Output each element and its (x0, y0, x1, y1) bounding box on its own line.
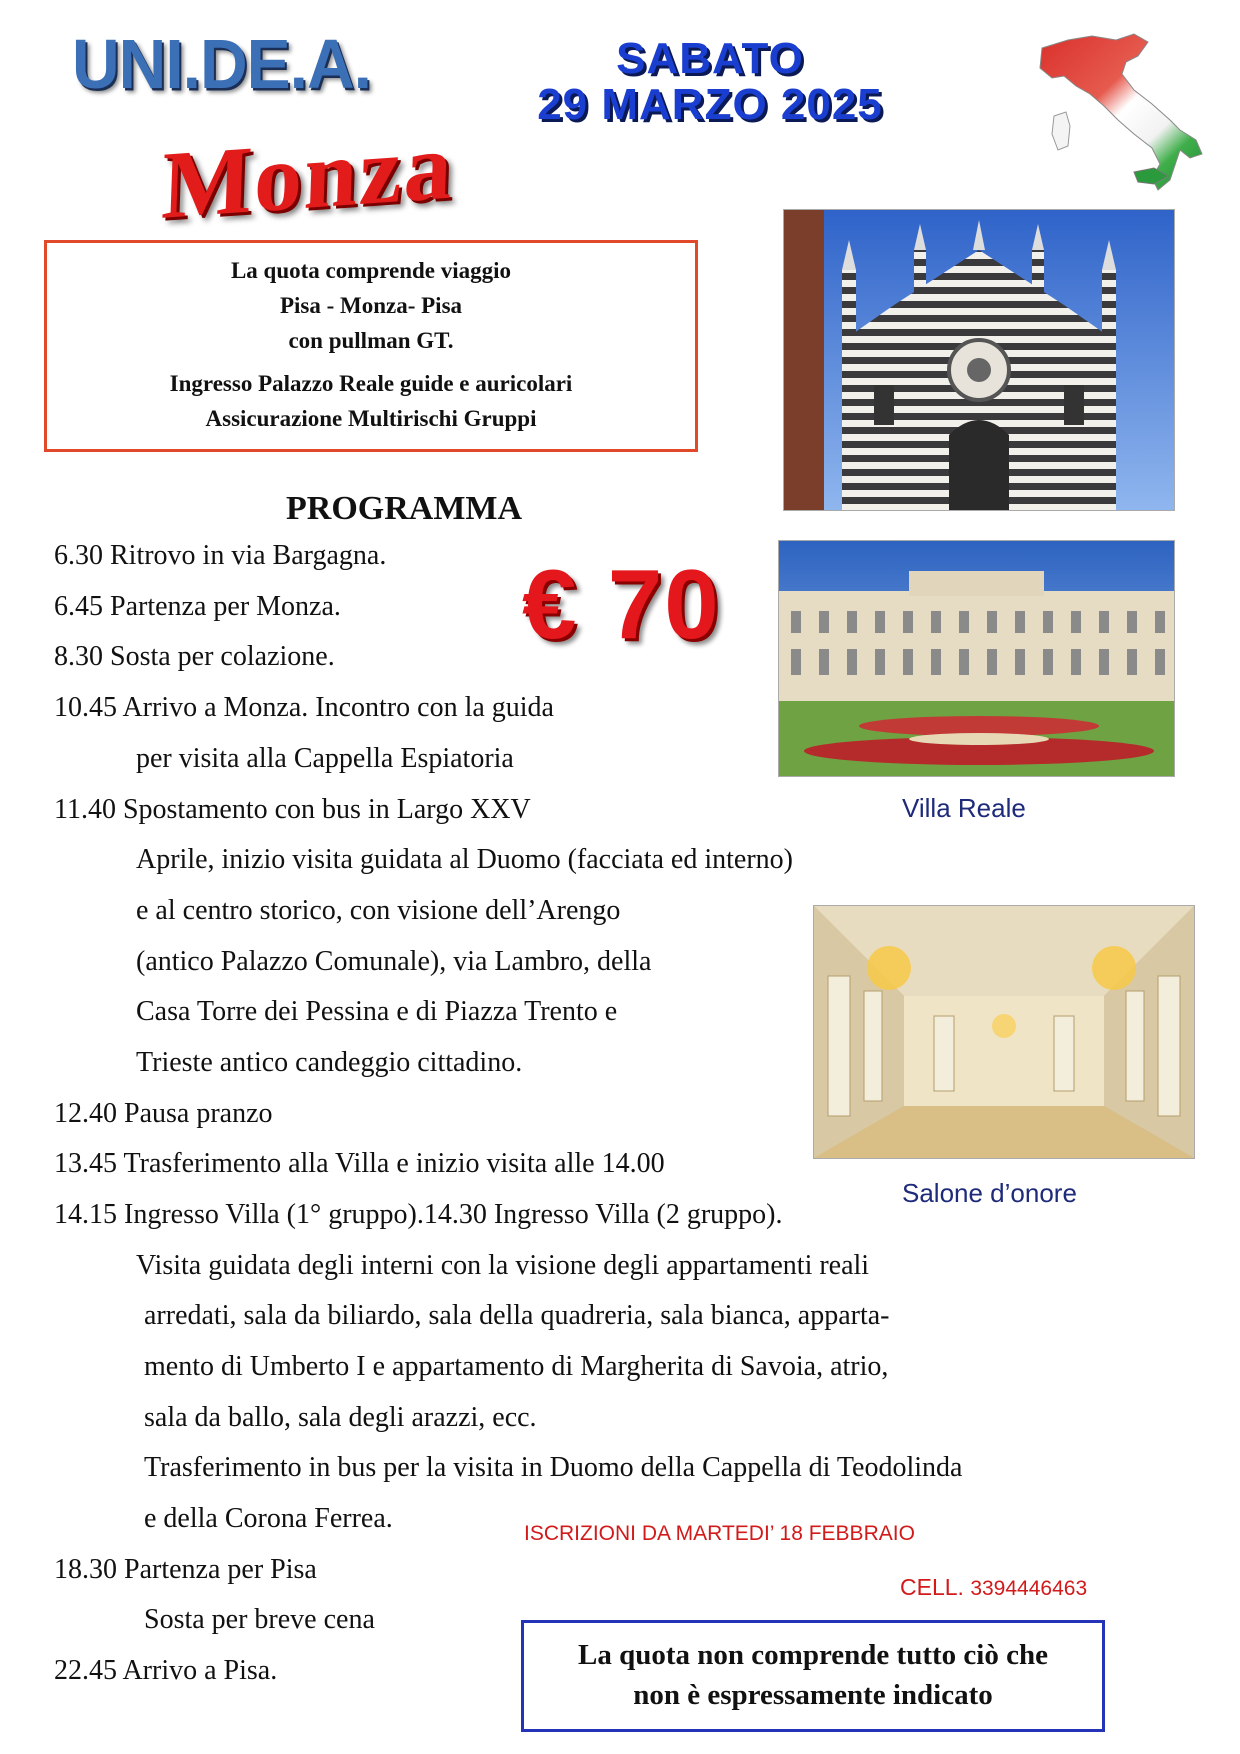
included-services-box (44, 240, 698, 452)
villa-reale-photo (778, 540, 1175, 777)
program-line: 18.30 Partenza per Pisa (54, 1554, 317, 1585)
program-line: 6.30 Ritrovo in via Bargagna. (54, 540, 387, 571)
program-line: sala da ballo, sala degli arazzi, ecc. (144, 1402, 537, 1433)
program-line: per visita alla Cappella Espiatoria (136, 743, 514, 774)
program-line: 13.45 Trasferimento alla Villa e inizio visita alle 14.00 (54, 1148, 665, 1179)
event-day: SABATO (616, 34, 804, 83)
program-line: arredati, sala da biliardo, sala della quadreria, sala bianca, apparta- (144, 1300, 890, 1331)
program-line: Aprile, inizio visita guidata al Duomo (facciata ed interno) (136, 844, 793, 875)
included-line: Pisa - Monza- Pisa (279, 293, 463, 318)
included-line: Ingresso Palazzo Reale guide e auricolari (169, 371, 573, 396)
organization-name: UNI.DE.A. (72, 25, 372, 103)
program-line: 22.45 Arrivo a Pisa. (54, 1655, 278, 1686)
program-line: Sosta per breve cena (144, 1604, 375, 1635)
salone-donore-photo (813, 905, 1195, 1159)
not-included-line: La quota non comprende tutto ciò che (578, 1639, 1048, 1671)
program-line: Visita guidata degli interni con la visione degli appartamenti reali (136, 1250, 870, 1281)
program-line: e al centro storico, con visione dell’Arengo (136, 895, 621, 926)
included-line: con pullman GT. (288, 328, 454, 353)
cell-label: CELL. (900, 1574, 964, 1600)
destination-title: Monza (160, 111, 456, 239)
program-line: Trieste antico candeggio cittadino. (136, 1047, 523, 1078)
program-line: 14.15 Ingresso Villa (1° gruppo).14.30 Ingresso Villa (2 gruppo). (54, 1199, 783, 1230)
not-included-box (521, 1620, 1105, 1732)
included-line: Assicurazione Multirischi Gruppi (205, 406, 537, 431)
program-line: 6.45 Partenza per Monza. (54, 591, 341, 622)
program-line: mento di Umberto I e appartamento di Margherita di Savoia, atrio, (144, 1351, 889, 1382)
program-line: 10.45 Arrivo a Monza. Incontro con la guida (54, 692, 554, 723)
program-line: 11.40 Spostamento con bus in Largo XXV (54, 794, 531, 825)
villa-reale-caption: Villa Reale (902, 793, 1026, 823)
event-full-date: 29 MARZO 2025 (537, 80, 883, 129)
program-line: Casa Torre dei Pessina e di Piazza Trento e (136, 996, 618, 1027)
program-line: e della Corona Ferrea. (144, 1503, 393, 1534)
registration-notice: ISCRIZIONI DA MARTEDI’ 18 FEBBRAIO (524, 1522, 915, 1545)
program-line: 12.40 Pausa pranzo (54, 1098, 273, 1129)
event-date (440, 36, 980, 128)
program-line: (antico Palazzo Comunale), via Lambro, della (136, 946, 652, 977)
price-badge: € 70 (522, 549, 721, 659)
salone-donore-caption: Salone d’onore (902, 1178, 1077, 1208)
included-line: La quota comprende viaggio (230, 258, 512, 283)
program-title: PROGRAMMA (286, 490, 523, 527)
contact-phone (900, 1574, 1087, 1601)
italy-map-icon (1030, 30, 1210, 200)
program-line: 8.30 Sosta per colazione. (54, 641, 335, 672)
not-included-line: non è espressamente indicato (633, 1679, 993, 1711)
program-line: Trasferimento in bus per la visita in Duomo della Cappella di Teodolinda (144, 1452, 963, 1483)
duomo-photo (783, 209, 1175, 511)
cell-number: 3394446463 (970, 1577, 1088, 1600)
